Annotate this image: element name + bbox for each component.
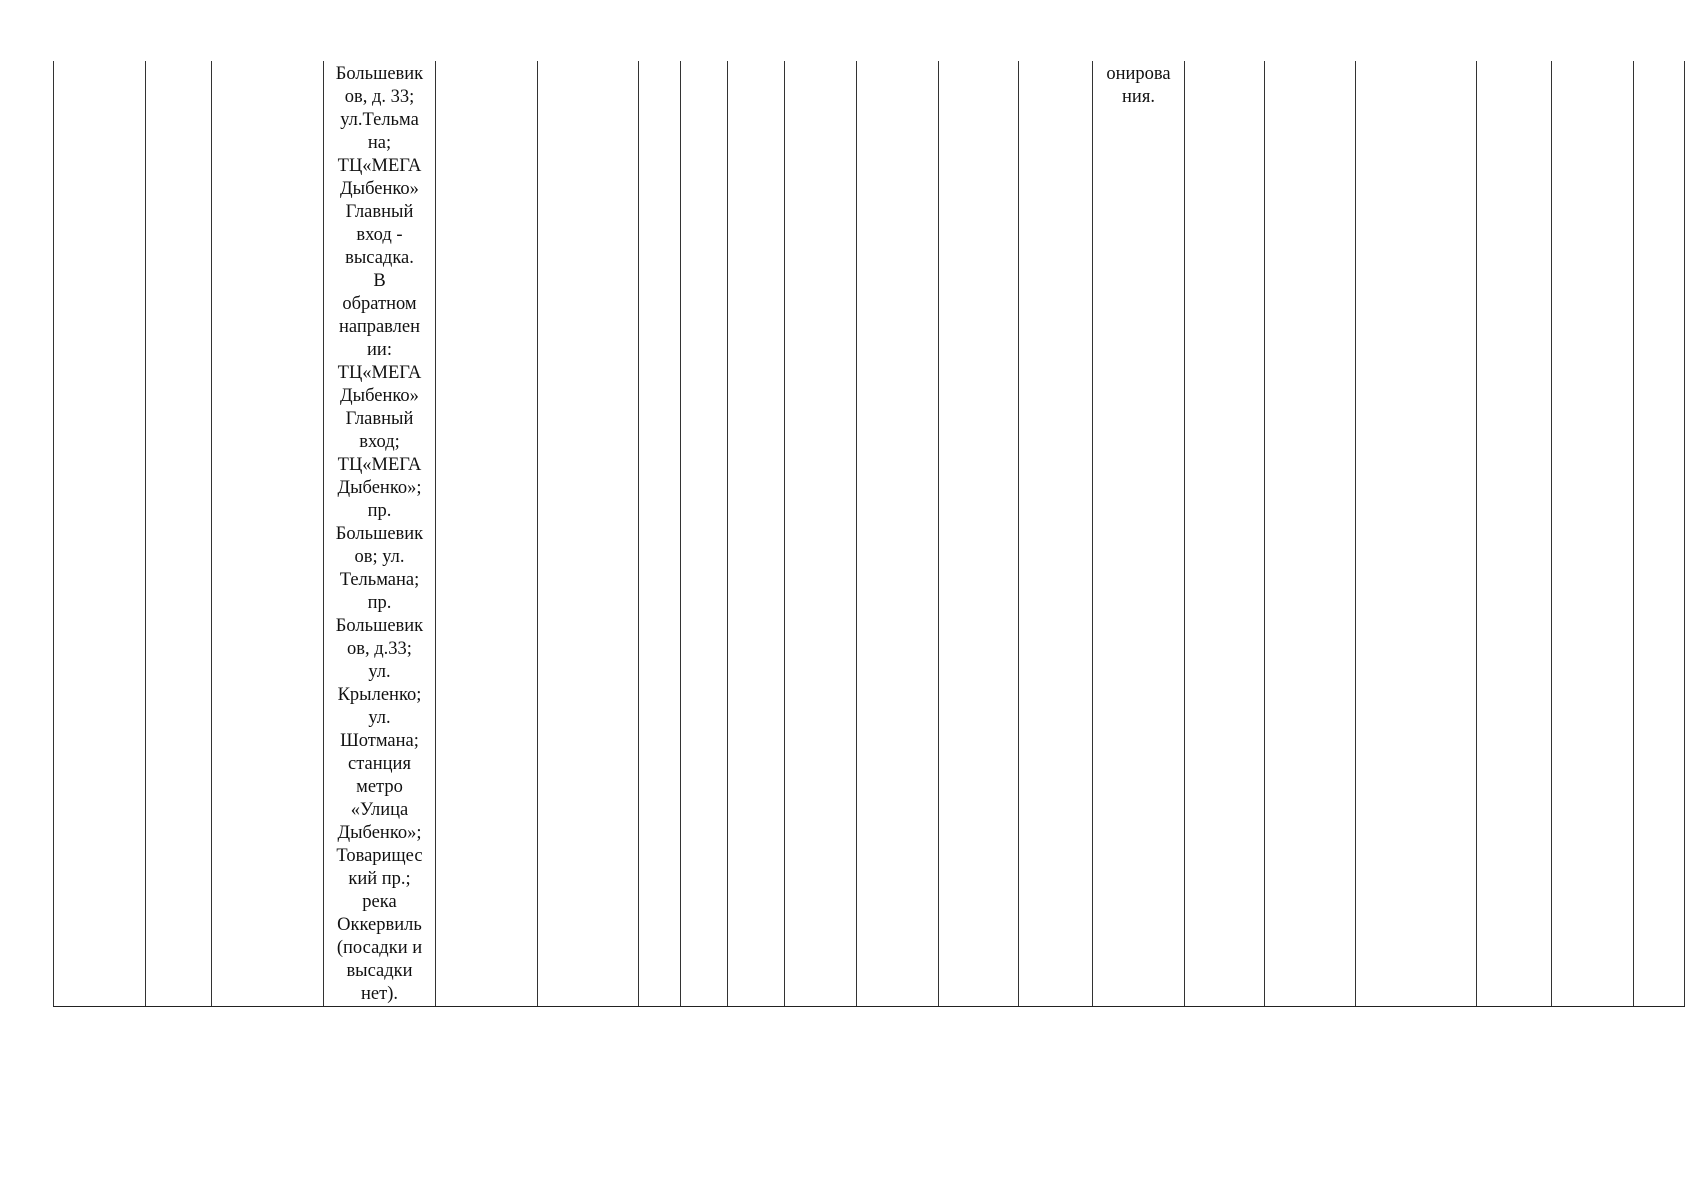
table-cell-19: [1552, 61, 1634, 1007]
table-cell-9: [728, 61, 785, 1007]
note-text: онирова ния.: [1106, 64, 1171, 107]
document-table: [53, 61, 1685, 1007]
table-cell-17: [1356, 61, 1477, 1007]
table-cell-10: [785, 61, 857, 1007]
table-cell-3: [212, 61, 324, 1007]
table-cell-13: [1019, 61, 1093, 1007]
table-cell-6: [538, 61, 639, 1007]
table-cell-20: [1634, 61, 1685, 1007]
table-cell-7: [639, 61, 681, 1007]
table-cell-note: [1093, 61, 1185, 1007]
table-cell-route-stops: [324, 61, 436, 1007]
table-cell-2: [146, 61, 212, 1007]
table-cell-18: [1477, 61, 1552, 1007]
table-row: [54, 61, 1685, 1007]
route-stops-text: Большевик ов, д. 33; ул.Тельма на; ТЦ«МЕГА Дыбенко» Главный вход - высадка. В обратном направлен ии: ТЦ«МЕГА Дыбенко» Главный вход; ТЦ«МЕГА Дыбенко»; пр. Большевик ов; ул. Тельмана; пр. Большевик ов, д.33; ул. Крыленко; ул. Шотмана; станция метро «Улица Дыбенко»; Товарищес кий пр.; река Оккервиль (посадки и высадки нет).: [335, 64, 424, 1004]
table-cell-5: [436, 61, 538, 1007]
table-cell-15: [1185, 61, 1265, 1007]
table-cell-11: [857, 61, 939, 1007]
table-cell-12: [939, 61, 1019, 1007]
table-cell-16: [1265, 61, 1356, 1007]
table-cell-1: [54, 61, 146, 1007]
table-cell-8: [681, 61, 728, 1007]
